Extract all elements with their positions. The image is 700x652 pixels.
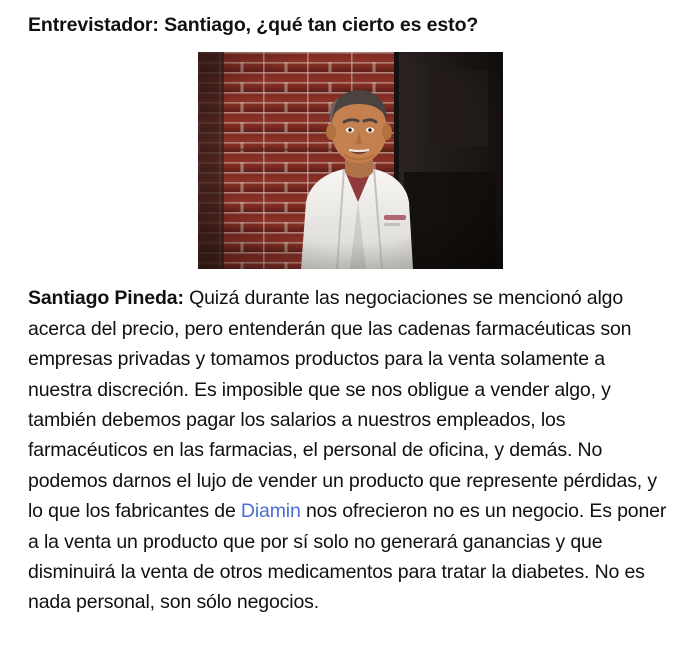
product-link-diamin[interactable]: Diamin	[240, 500, 301, 523]
interviewee-photo	[198, 52, 503, 269]
interviewer-question: Entrevistador: Santiago, ¿qué tan cierto es esto?	[28, 14, 479, 36]
answer-speaker-name: Santiago Pineda:	[28, 287, 184, 310]
interview-photo-figure	[28, 52, 672, 269]
answer-text-before-link: Quizá durante las negociaciones se mencionó algo acerca del precio, pero entenderán que las cadenas farmacéuticas son empresas privadas y tomamos productos para la venta solamente a nuestra discreción. Es imposible que se nos obligue a vender algo, y también debemos pagar los salarios a nuestros empleados, los farmacéuticos en las farmacias, el personal de oficina, y demás. No podemos darnos el lujo de vender un producto que represente pérdidas, y lo que los fabricantes de	[28, 287, 657, 523]
interviewee-answer	[28, 283, 672, 617]
answer-text-after-link: nos ofrecieron no es un negocio. Es poner a la venta un producto que por sí solo no generará ganancias y que disminuirá la venta de otros medicamentos para tratar la diabetes. No es nada personal, son sólo negocios.	[28, 500, 667, 614]
